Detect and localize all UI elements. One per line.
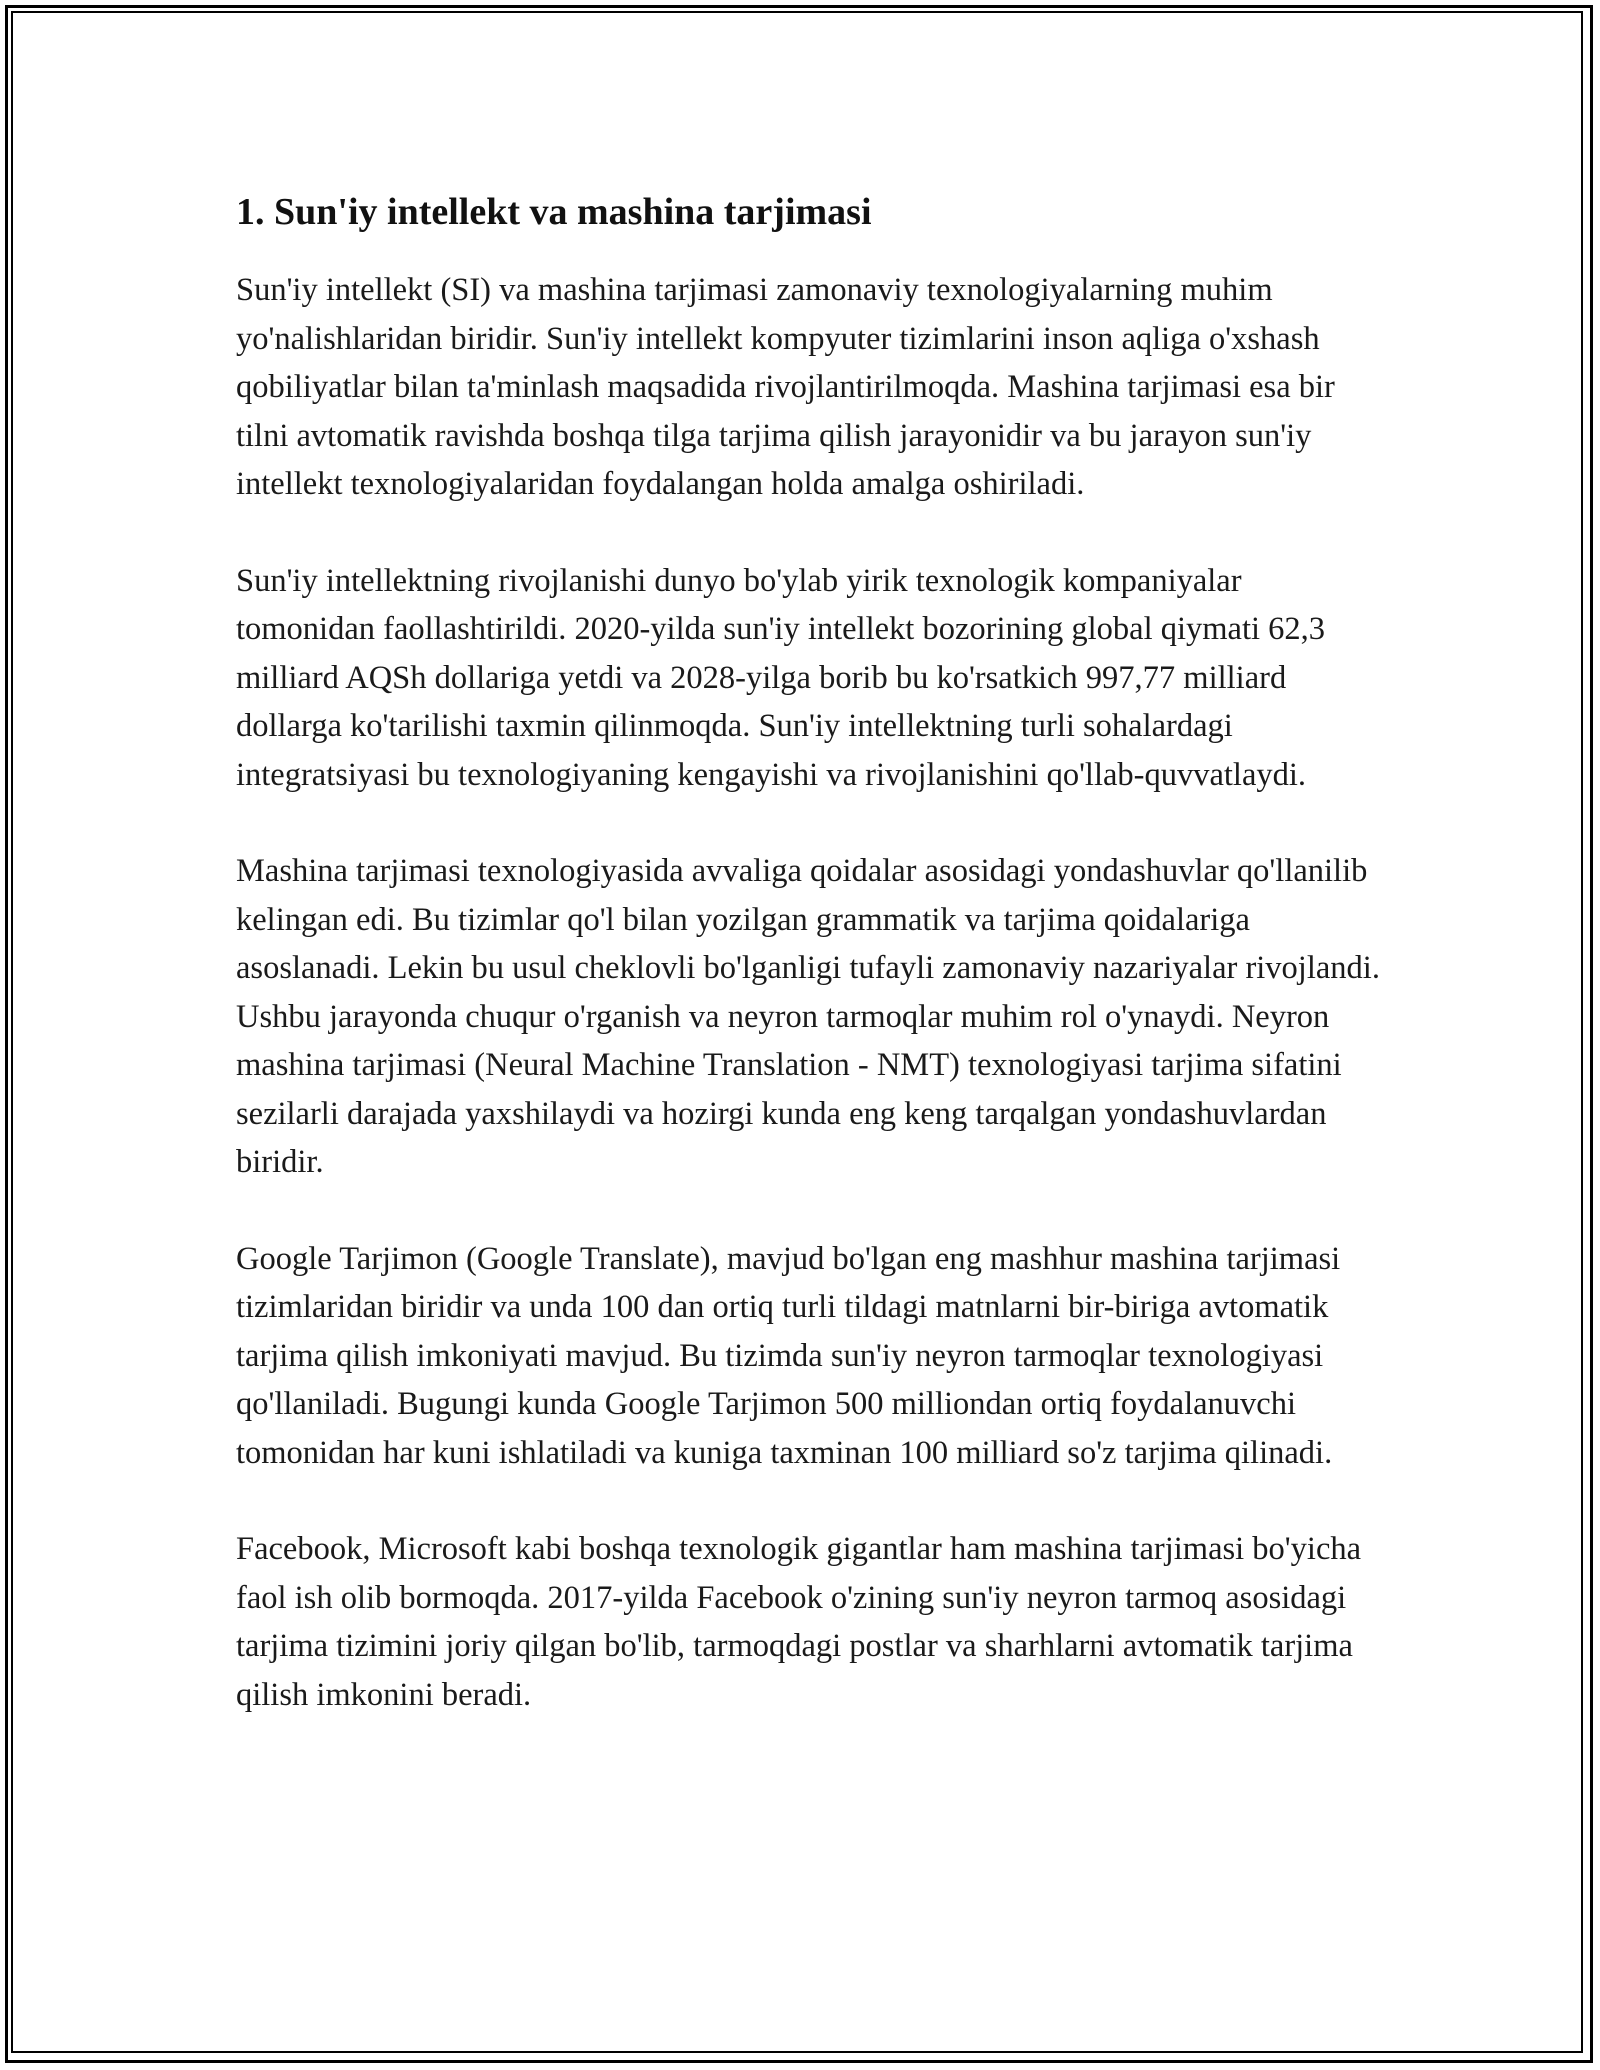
document-body	[236, 186, 1386, 1767]
paragraph-nmt-approaches: Mashina tarjimasi texnologiyasida avvaliga qoidalar asosidagi yondashuvlar qo'llanilib kelingan edi. Bu tizimlar qo'l bilan yozilgan grammatik va tarjima qoidalariga asoslanadi. Lekin bu usul cheklovli bo'lganligi tufayli zamonaviy nazariyalar rivojlandi. Ushbu jarayonda chuqur o'rganish va neyron tarmoqlar muhim rol o'ynaydi. Neyron mashina tarjimasi (Neural Machine Translation - NMT) texnologiyasi tarjima sifatini sezilarli darajada yaxshilaydi va hozirgi kunda eng keng tarqalgan yondashuvlardan biridir.	[236, 853, 1380, 1180]
paragraph-tech-giants: Facebook, Microsoft kabi boshqa texnologik gigantlar ham mashina tarjimasi bo'yicha faol ish olib bormoqda. 2017-yilda Facebook o'zining sun'iy neyron tarmoq asosidagi tarjima tizimini joriy qilgan bo'lib, tarmoqdagi postlar va sharhlarni avtomatik tarjima qilish imkonini beradi.	[236, 1531, 1362, 1713]
section-title: 1. Sun'iy intellekt va mashina tarjimasi	[236, 191, 872, 233]
paragraph-ai-market-growth: Sun'iy intellektning rivojlanishi dunyo bo'ylab yirik texnologik kompaniyalar tomonidan faollashtirildi. 2020-yilda sun'iy intellekt bozorining global qiymati 62,3 milliard AQSh dollariga yetdi va 2028-yilga borib bu ko'rsatkich 997,77 milliard dollarga ko'tarilishi taxmin qilinmoqda. Sun'iy intellektning turli sohalardagi integratsiyasi bu texnologiyaning kengayishi va rivojlanishini qo'llab-quvvatlaydi.	[236, 562, 1326, 793]
paragraph-google-translate: Google Tarjimon (Google Translate), mavjud bo'lgan eng mashhur mashina tarjimasi tizimlaridan biridir va unda 100 dan ortiq turli tildagi matnlarni bir-biriga avtomatik tarjima qilish imkoniyati mavjud. Bu tizimda sun'iy neyron tarmoqlar texnologiyasi qo'llaniladi. Bugungi kunda Google Tarjimon 500 milliondan ortiq foydalanuvchi tomonidan har kuni ishlatiladi va kuniga taxminan 100 milliard so'z tarjima qilinadi.	[236, 1240, 1341, 1471]
paragraph-ai-and-mt-intro: Sun'iy intellekt (SI) va mashina tarjimasi zamonaviy texnologiyalarning muhim yo'nalishlaridan biridir. Sun'iy intellekt kompyuter tizimlarini inson aqliga o'xshash qobiliyatlar bilan ta'minlash maqsadida rivojlantirilmoqda. Mashina tarjimasi esa bir tilni avtomatik ravishda boshqa tilga tarjima qilish jarayonidir va bu jarayon sun'iy intellekt texnologiyalaridan foydalangan holda amalga oshiriladi.	[236, 272, 1335, 502]
